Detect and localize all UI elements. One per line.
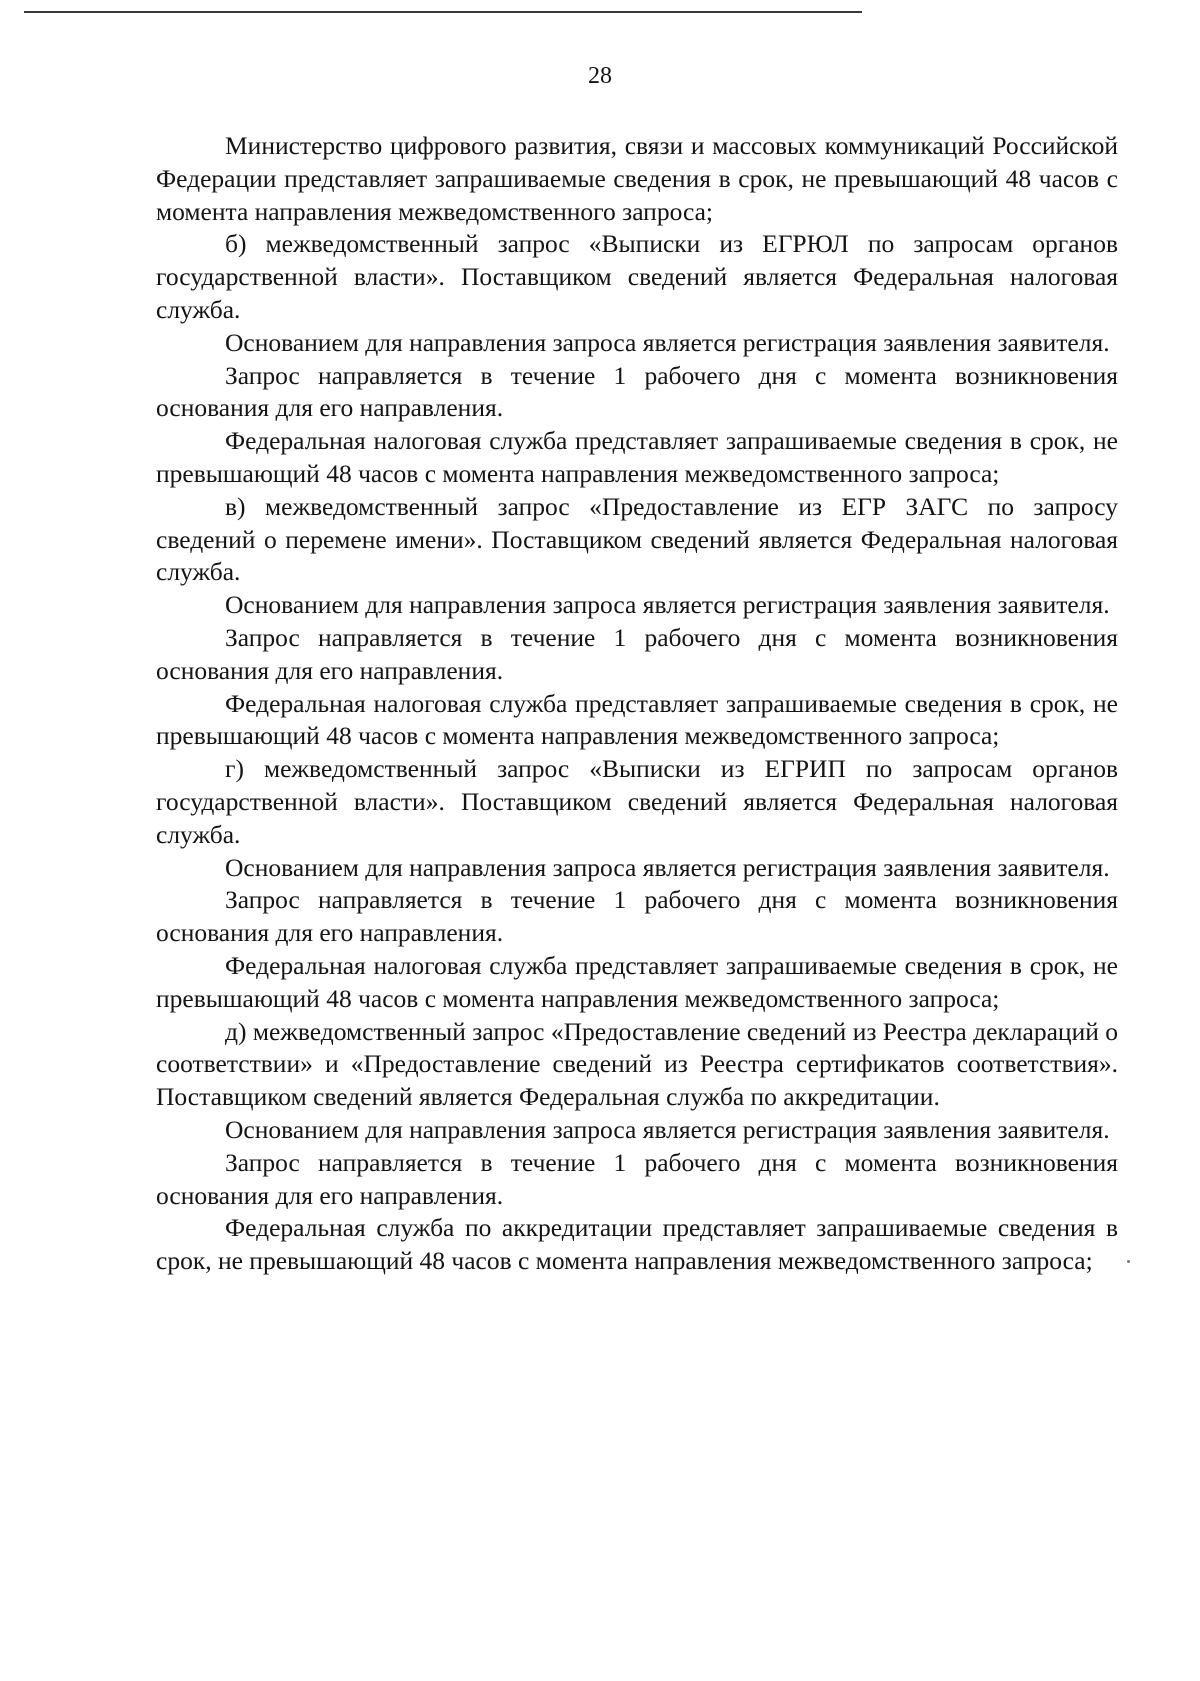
paragraph: Запрос направляется в течение 1 рабочего дня с момента возникновения основания для его направления. [156, 1147, 1118, 1210]
paragraph: Федеральная служба по аккредитации представляет запрашиваемые сведения в срок, не превышающий 48 часов с момента направления межведомственного запроса; [156, 1213, 1118, 1276]
paragraph: Основанием для направления запроса является регистрация заявления заявителя. [225, 327, 1110, 357]
paragraph: Основанием для направления запроса является регистрация заявления заявителя. [225, 590, 1110, 620]
top-rule [24, 11, 862, 13]
paragraph: Министерство цифрового развития, связи и массовых коммуникаций Российской Федерации представляет запрашиваемые сведения в срок, не превышающий 48 часов с момента направления межведомственного запроса; [156, 131, 1118, 226]
scan-speck [1127, 1260, 1130, 1263]
paragraph: Запрос направляется в течение 1 рабочего дня с момента возникновения основания для его направления. [156, 622, 1118, 685]
paragraph: Федеральная налоговая служба представляет запрашиваемые сведения в срок, не превышающий 48 часов с момента направления межведомственного запроса; [156, 950, 1118, 1013]
paragraph: в) межведомственный запрос «Предоставление из ЕГР ЗАГС по запросу сведений о перемене имени». Поставщиком сведений является Федеральная налоговая служба. [156, 491, 1118, 587]
document-body [156, 130, 1118, 1278]
paragraph: Основанием для направления запроса является регистрация заявления заявителя. [225, 1114, 1110, 1144]
paragraph: Федеральная налоговая служба представляет запрашиваемые сведения в срок, не превышающий 48 часов с момента направления межведомственного запроса; [156, 688, 1118, 751]
paragraph: Запрос направляется в течение 1 рабочего дня с момента возникновения основания для его направления. [156, 360, 1118, 423]
paragraph: Запрос направляется в течение 1 рабочего дня с момента возникновения основания для его направления. [156, 885, 1118, 948]
paragraph: б) межведомственный запрос «Выписки из ЕГРЮЛ по запросам органов государственной власти». Поставщиком сведений является Федеральная налоговая служба. [156, 229, 1118, 324]
page-number: 28 [588, 63, 612, 89]
paragraph: г) межведомственный запрос «Выписки из ЕГРИП по запросам органов государственной власти». Поставщиком сведений является Федеральная налоговая служба. [156, 754, 1118, 849]
paragraph: Основанием для направления запроса является регистрация заявления заявителя. [225, 852, 1110, 882]
paragraph: д) межведомственный запрос «Предоставление сведений из Реестра деклараций о соответствии» и «Предоставление сведений из Реестра сертификатов соответствия». Поставщиком сведений является Федеральная служба по аккредитации. [156, 1016, 1118, 1112]
paragraph: Федеральная налоговая служба представляет запрашиваемые сведения в срок, не превышающий 48 часов с момента направления межведомственного запроса; [156, 426, 1118, 488]
